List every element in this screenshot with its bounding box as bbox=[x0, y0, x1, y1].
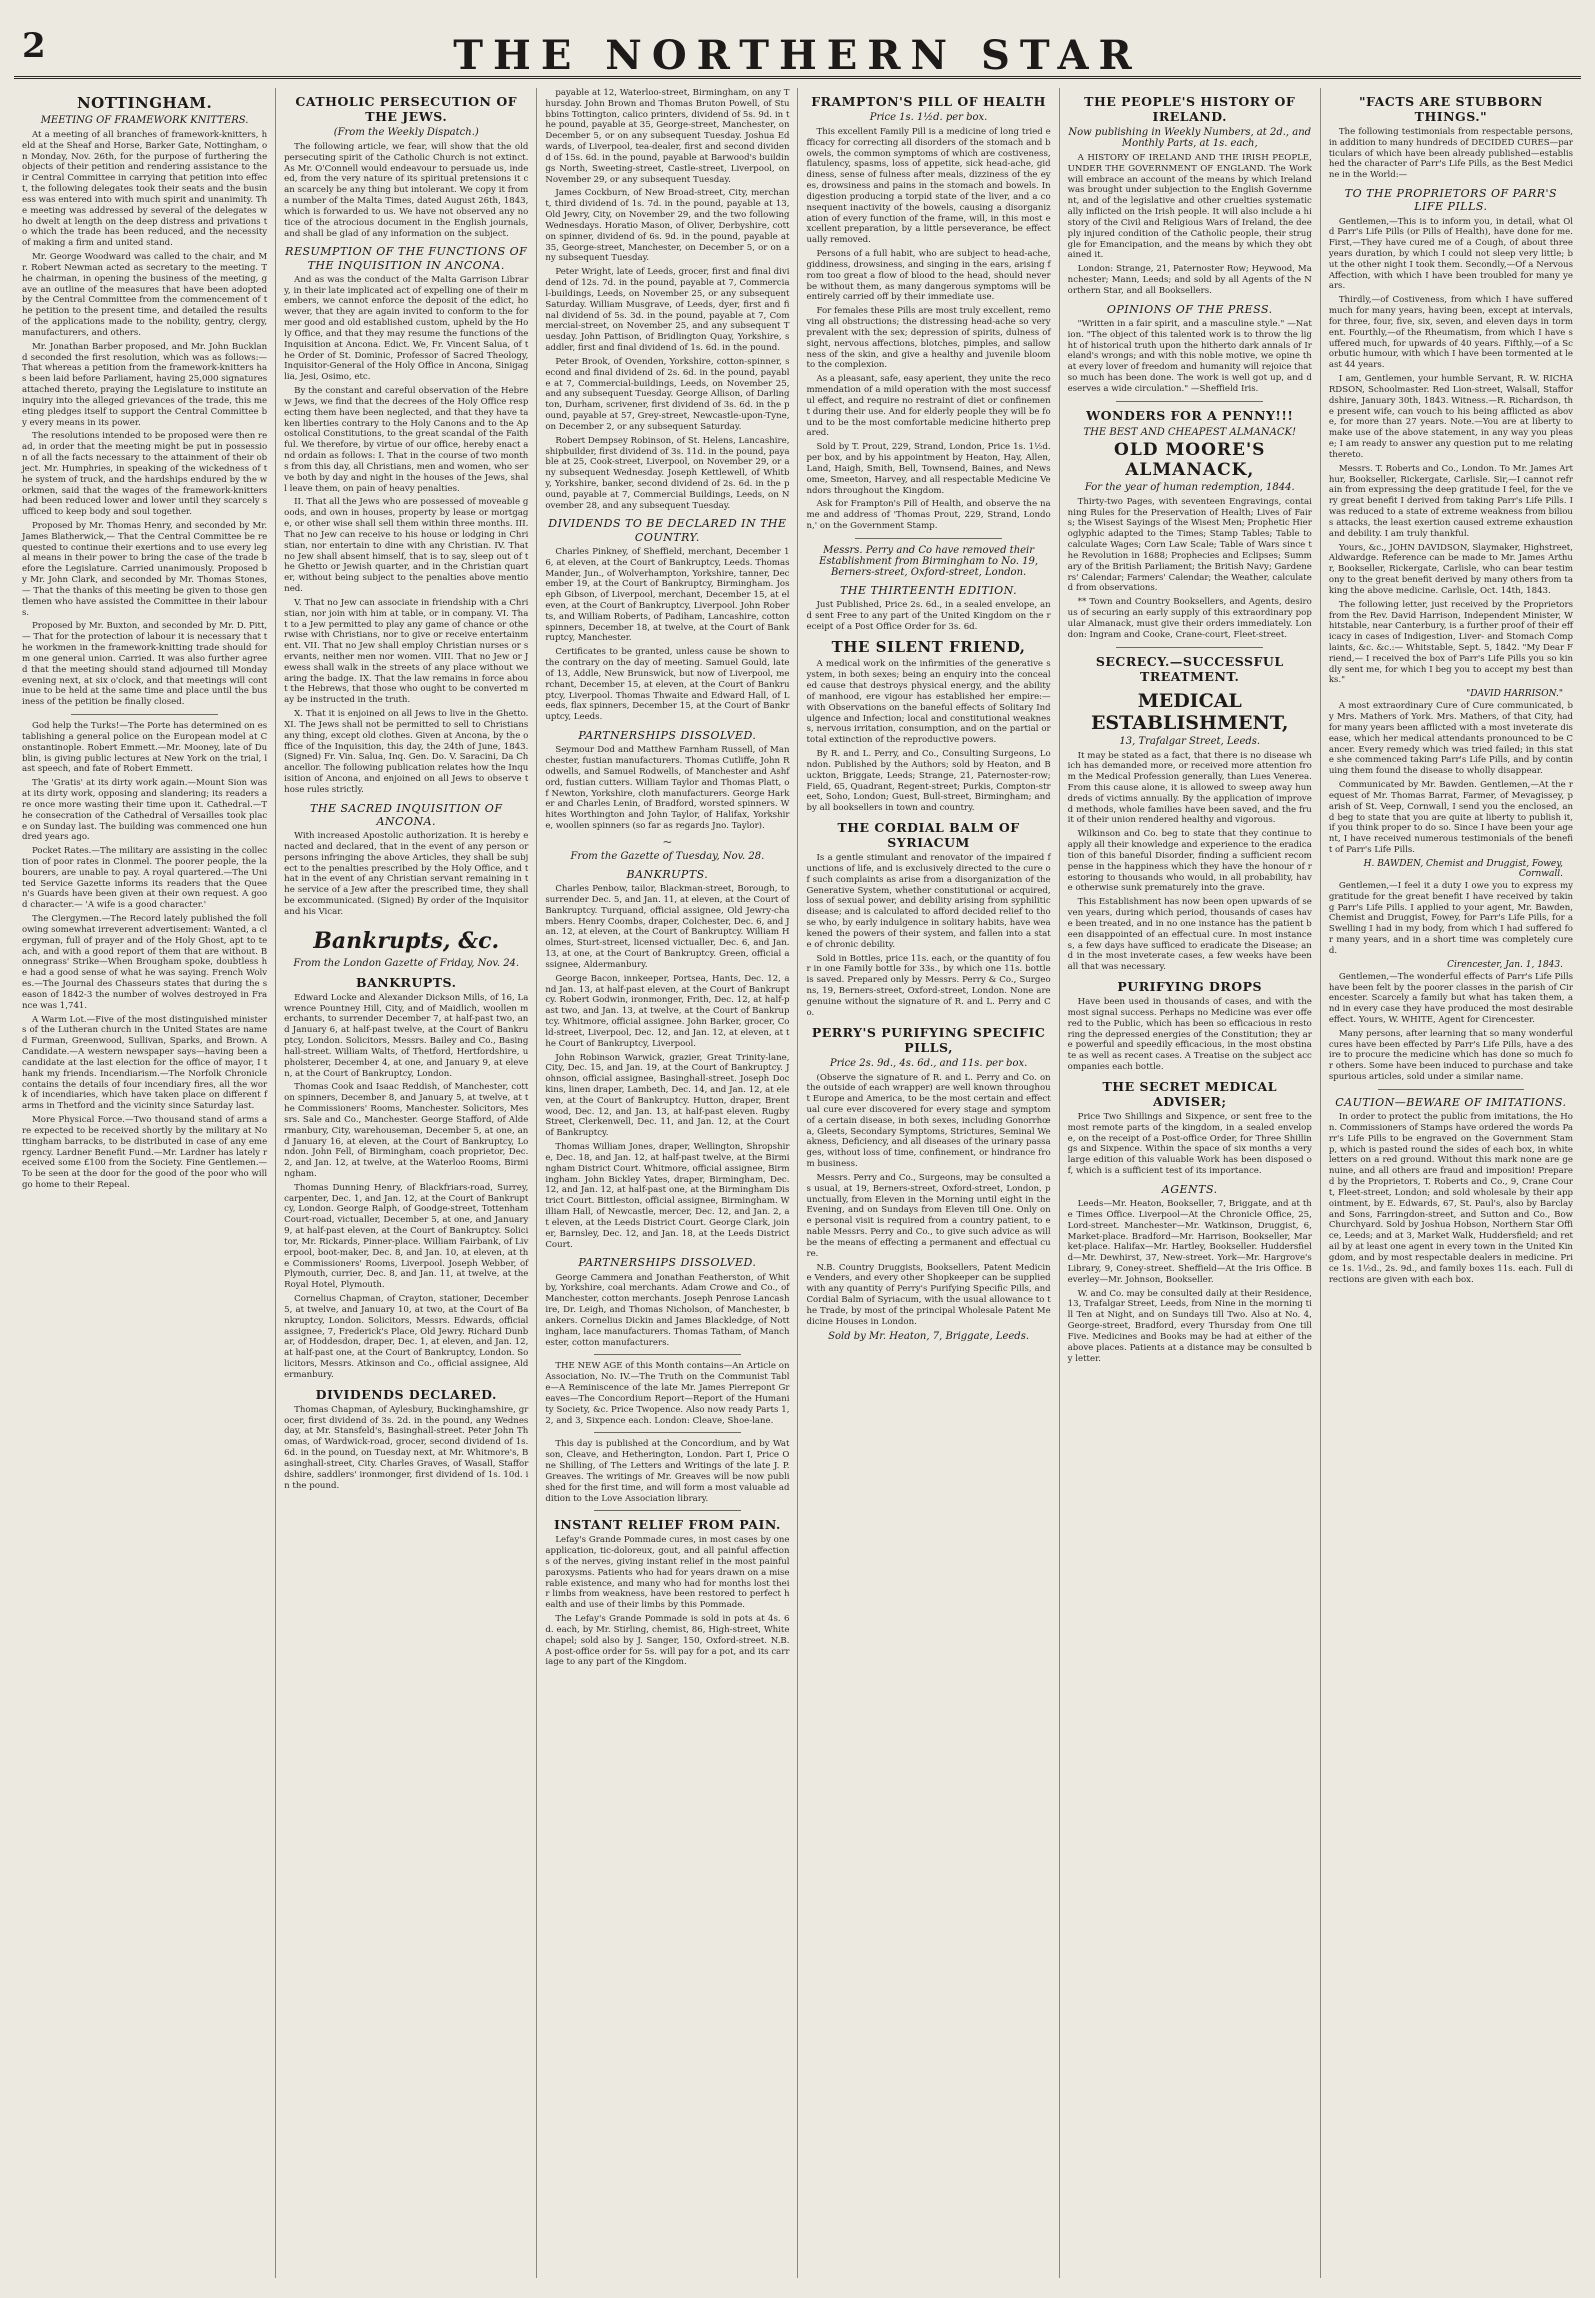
notice-paragraph: Robert Dempsey Robinson, of St. Helens, Lancashire, shipbuilder, first dividend of 3s. 11d. in the pound, payable at 25, Cook-street, Liverpool, on November 29, or any subsequent Wednesday. Joseph Kettlewell, of Whitby, Yorkshire, banker, second dividend of 2s. 6d. in the pound, payable at 7, Commercial Buildings, Leeds, on November 28, and any subsequent Tuesday. bbox=[545, 435, 790, 511]
advert-paragraph: Ask for Frampton's Pill of Health, and observe the name and address of 'Thomas Prout, 229, Strand, London,' on the Government Stamp. bbox=[806, 499, 1051, 531]
partnerships-heading: PARTNERSHIPS DISSOLVED. bbox=[578, 1256, 757, 1270]
news-item: The 'Gratis' at its dirty work again.—Mount Sion was at its dirty work, opposing and slandering; its readers are once more wasting their time upon it. Cathedral.—The consecration of the Cathedral of Versailles took place on Sunday last. The building was commenced one hundred years ago. bbox=[22, 778, 268, 843]
advert-paragraph: By R. and L. Perry, and Co., Consulting Surgeons, London. Published by the Authors; sold by Heaton, and Buckton, Briggate, Leeds; Strange, 21, Paternoster-row; Field, 65, Quadrant, Regent-street; Purkis, Compton-street, Soho, London; Guest, Bull-street, Birmingham; and by all booksellers in town and country. bbox=[806, 749, 1051, 814]
almanack-title: OLD MOORE'S ALMANACK, bbox=[1114, 439, 1266, 480]
advert-paragraph: Wilkinson and Co. beg to state that they continue to apply all their knowledge and experience to the eradication of this baneful Disorder, finding a sufficient recompense in the happiness which they have the honour of restoring to thousands who would, in all probability, have otherwise sunk prematurely into the grave. bbox=[1067, 829, 1312, 894]
advert-paragraph: Thirty-two Pages, with seventeen Engravings, containing Rules for the Preservation of Health; Lives of Fairs; the Wisest Sayings of the Wisest Men; Prophetic Hieroglyphic adapted to the Times; Stamp Tables; Table to calculate Wages; Corn Law Scale; Table of Wars since the Revolution in 1688; Prophecies and Eclipses; Summary of the British Parliament; the British Navy; Gardeners' Calendar; Farmers' Calendar; the Weather, calculated from observations. bbox=[1067, 496, 1312, 594]
purifying-drops-heading: PURIFYING DROPS bbox=[1117, 979, 1263, 995]
frampton-price: Price 1s. 1½d. per box. bbox=[869, 112, 988, 123]
notice-paragraph: James Cockburn, of New Broad-street, City, merchant, third dividend of 1s. 7d. in the pound, payable at 13, Old Jewry, City, on November 29, and the two following Wednesdays. Horatio Mason, of Oliver, Derbyshire, cotton spinner, dividend of 6s. 9d. in the pound, payable at 35, George-street, Manchester, on December 5, or on any subsequent Tuesday. bbox=[545, 188, 790, 264]
divider: ~ bbox=[662, 834, 673, 849]
notice-paragraph: Thomas William Jones, draper, Wellington, Shropshire, Dec. 18, and Jan. 12, at half-past twelve, at the Birmingham District Court. Whitmore, official assignee, Birmingham. John Bickley Yates, draper, Birmingham, Dec. 12, and Jan. 12, at half-past one, at the Birmingham District Court. Bittleston, official assignee, Birmingham. William Hall, of Newcastle, mercer, Dec. 12, and Jan. 2, at eleven, at the Leeds District Court. George Clark, joiner, Barnsley, Dec. 12, and Jan. 18, at the Leeds District Court. bbox=[545, 1142, 790, 1250]
notice-paragraph: Thomas Dunning Henry, of Blackfriars-road, Surrey, carpenter, Dec. 1, and Jan. 12, at the Court of Bankruptcy, London. George Ralph, of Goodge-street, Tottenham Court-road, victualler, December 5, at one, and January 9, at half-past eleven, at the Court of Bankruptcy. Solicitor, Mr. Rickards, Pinner-place. William Fairbank, of Liverpool, boot-maker, Dec. 8, and Jan. 10, at eleven, at the Commissioners' Rooms, Liverpool. Joseph Webber, of Plymouth, currier, Dec. 8, and Jan. 11, at twelve, at the Royal Hotel, Plymouth. bbox=[284, 1182, 529, 1291]
news-item: More Physical Force.—Two thousand stand of arms are expected to be received shortly by the military at Nottingham barracks, to be distributed in case of any emergency. Lardner Benefit Fund.—Mr. Lardner has lately received some £100 from the Society. Fine Gentlemen.—To be seen at the door for the good of the poor who will go home to their Repeal. bbox=[22, 1115, 268, 1191]
testimonial-paragraph: Yours, &c., JOHN DAVIDSON, Slaymaker, Highstreet, Aldwardge. Reference can be made to Mr. James Arthur, Bookseller, Rickergate, Carlisle, who can bear testimony to the great benefit derived by many others from taking the above medicine. Carlisle, Oct. 14th, 1843. bbox=[1328, 542, 1573, 596]
establishment-address: 13, Trafalgar Street, Leeds. bbox=[1119, 735, 1261, 747]
advert-paragraph: Price Two Shillings and Sixpence, or sent free to the most remote parts of the kingdom, in a sealed envelope, on the receipt of a Post-office Order, for Three Shillings and Sixpence. Within the space of six months a very large edition of this valuable Work has been disposed of, which is a sufficient test of its importance. bbox=[1067, 1111, 1312, 1177]
advert-paragraph: Leeds—Mr. Heaton, Bookseller, 7, Briggate, and at the Times Office. Liverpool—At the Chronicle Office, 25, Lord-street. Manchester—Mr. Watkinson, Druggist, 6, Market-place. Bradford—Mr. Harrison, Bookseller, Market-place. Halifax—Mr. Hartley, Bookseller. Huddersfield—Mr. Dewhirst, 37, New-street. York—Mr. Hargrove's Library, 9, Coney-street. Sheffield—At the Iris Office. Beverley—Mr. Johnson, Bookseller. bbox=[1067, 1199, 1312, 1285]
advert-paragraph: "Written in a fair spirit, and a masculine style." —Nation. "The object of this talented work is to throw the light of historical truth upon the hitherto dark annals of Ireland's wrongs; and with this noble motive, we opine that every lover of freedom and humanity will rejoice that so much has been done. The work is well got up, and deserves a wide circulation." —Sheffield Iris. bbox=[1067, 318, 1312, 394]
bankrupts-heading: Bankrupts, &c. bbox=[313, 927, 500, 954]
signature-bawden: H. BAWDEN, Chemist and Druggist, Fowey, Cornwall. bbox=[1363, 858, 1563, 879]
cordial-balm-heading: THE CORDIAL BALM OF SYRIACUM bbox=[837, 820, 1020, 851]
masthead bbox=[14, 24, 1581, 79]
almanack-tagline: THE BEST AND CHEAPEST ALMANACK! bbox=[1083, 426, 1296, 438]
divider bbox=[594, 1432, 741, 1433]
advert-paragraph: The following testimonials from respectable persons, in addition to many hundreds of DECIDED CURES—particulars of which have been already published—established the character of Parr's Life Pills, as the Best Medicine in the World:— bbox=[1328, 127, 1573, 181]
notice-paragraph: Peter Wright, late of Leeds, grocer, first and final dividend of 12s. 7d. in the pound, payable at 7, Commercial-buildings, Leeds, on November 25, or any subsequent Saturday. William Musgrave, of Leeds, dyer, first and final dividend of 5s. 3d. in the pound, payable at 7, Commercial-street, on November 25, and any subsequent Tuesday. John Pattison, of Bridlington Quay, Yorkshire, saddler, first and final dividend of 1s. 6d. in the pound. bbox=[545, 267, 790, 354]
divider bbox=[594, 1354, 741, 1355]
specific-pills-heading: PERRY'S PURIFYING SPECIFIC PILLS, bbox=[811, 1024, 1046, 1055]
notice-paragraph: John Robinson Warwick, grazier, Great Trinity-lane, City, Dec. 15, and Jan. 19, at the Court of Bankruptcy. Johnson, official assignee, Basinghall-street. Joseph Dockins, linen draper, Lambeth, Dec. 14, and Jan. 12, at eleven, at the Court of Bankruptcy. Hutton, draper, Brentwood, Dec. 12, and Jan. 13, at half-past eleven. Rugby Street, Clerkenwell, Dec. 11, and Jan. 12, at the Court of Bankruptcy. bbox=[545, 1052, 790, 1139]
dateline-cirencester: Cirencester, Jan. 1, 1843. bbox=[1447, 959, 1563, 970]
proprietors-heading: TO THE PROPRIETORS OF PARR'S LIFE PILLS. bbox=[1344, 187, 1558, 214]
column-4 bbox=[797, 88, 1058, 2278]
advert-pommade: Lefay's Grande Pommade cures, in most cases by one application, tic-doloreux, gout, and all painful affections of the nerves, giving instant relief in the most painful paroxysms. Patients who had for years drawn on a miserable existence, and many who had for months lost their limbs from weakness, have been restored to perfect health and use of their limbs by this Pommade. bbox=[545, 1535, 790, 1611]
column-1 bbox=[14, 88, 275, 2278]
advert-paragraph: W. and Co. may be consulted daily at their Residence, 13, Trafalgar Street, Leeds, from Nine in the morning till Ten at Night, and on Sundays till Two. Also at No. 4, George-street, Bradford, every Thursday from One till Five. Medicines and Books may be had at either of the above places. Patients at a distance may be consulted by letter. bbox=[1067, 1288, 1312, 1364]
column-6 bbox=[1320, 88, 1581, 2278]
news-item: A Warm Lot.—Five of the most distinguished ministers of the Lutheran church in the United States are named Furman, Greenwood, Sullivan, Sparks, and Brown. A Candidate.—A western newspaper says—having been a candidate at the last election for the office of mayor, I thank my friends. Incendiarism.—The Norfolk Chronicle contains the details of four incendiary fires, all the work of incendiaries, which have taken place on different farms in Thetford and the vicinity since Saturday last. bbox=[22, 1014, 268, 1112]
columns bbox=[14, 88, 1581, 2278]
medical-establishment-title: MEDICAL ESTABLISHMENT, bbox=[1090, 689, 1289, 734]
news-item: The Clergymen.—The Record lately published the following somewhat irreverent advertisement: Wanted, a clergyman, full of prayer and of the Holy Ghost, apt to teach, and with a good report of them that are without. Bonnegrass' Strike—When Brougham spoke, doubtless he had a good sense of what he was saying. French Wolves.—The Journal des Chasseurs states that during the season of 1842-3 the number of wolves destroyed in France was 1,741. bbox=[22, 914, 268, 1011]
subhead-meeting: MEETING OF FRAMEWORK KNITTERS. bbox=[40, 115, 249, 126]
notice-paragraph: Thomas Chapman, of Aylesbury, Buckinghamshire, grocer, first dividend of 3s. 2d. in the pound, any Wednesday, at Mr. Stansfeld's, Basinghall-street. Peter John Thomas, of Wardwick-road, grocer, second dividend of 1s. 6d. in the pound, on Tuesday next, at Mr. Whitmore's, Basinghall-street, City. Charles Graves, of Wasall, Staffordshire, saddlers' ironmonger, first dividend of 1s. 10d. in the pound. bbox=[284, 1404, 529, 1491]
testimonial-paragraph: Gentlemen,—This is to inform you, in detail, what Old Parr's Life Pills (or Pills of Health), have done for me. First,—They have cured me of a Cough, of about three years duration, by which I could not sleep very little; but the other night I took them. Secondly,—Of a Nervous Affection, with which I have been troubled for many years. bbox=[1328, 216, 1573, 292]
secret-adviser-heading: THE SECRET MEDICAL ADVISER; bbox=[1102, 1078, 1278, 1109]
notice-paragraph: George Cammera and Jonathan Featherston, of Whitby, Yorkshire, coal merchants. Adam Crowe and Co., of Manchester, cotton merchants. Joseph Penrose Lancashire, Dr. Leigh, and Thomas Nicholson, of Manchester, bankers. Cornelius Dickin and James Blackledge, of Nottingham, lace manufacturers. Thomas Tatham, of Manchester, cotton manufacturers. bbox=[545, 1272, 790, 1348]
dividends-heading: DIVIDENDS DECLARED. bbox=[315, 1386, 497, 1402]
wonders-heading: WONDERS FOR A PENNY!!! bbox=[1086, 407, 1294, 423]
notice-paragraph: Peter Brook, of Ovenden, Yorkshire, cotton-spinner, second and final dividend of 2s. 6d. in the pound, payable at 7, Commercial-buildings, Leeds, on November 25, and any subsequent Tuesday. George Allison, of Darlington, Durham, scrivener, first dividend of 3s. 6d. in the pound, payable at 57, Grey-street, Newcastle-upon-Tyne, on December 2, or any subsequent Saturday. bbox=[545, 356, 790, 432]
divider bbox=[1378, 1089, 1525, 1090]
silent-friend-heading: THE SILENT FRIEND, bbox=[831, 638, 1026, 657]
advert-new-age: THE NEW AGE of this Month contains—An Article on Association, No. IV.—The Truth on the Communist Table—A Reminiscence of the late Mr. James Pierrepont Greaves—The Concordium Report—Report of the Humanity Society, &c. Price Twopence. Also now ready Parts 1, 2, and 3, Sixpence each. London: Cleave, Shoe-lane. bbox=[545, 1361, 790, 1426]
advert-paragraph: Messrs. Perry and Co., Surgeons, may be consulted as usual, at 19, Berners-street, Oxford-street, London, punctually, from Eleven in the Morning until eight in the Evening, and on Sundays from Eleven till One. Only one personal visit is required from a country patient, to enable Messrs. Perry and Co., to give such advice as will be the means of effecting a permanent and effectual cure. bbox=[806, 1172, 1051, 1259]
notice-paragraph: Certificates to be granted, unless cause be shown to the contrary on the day of meeting. Samuel Gould, late of 13, Addle, New Brunswick, but now of Liverpool, merchant, December 15, at eleven, at the Court of Bankruptcy, Liverpool. Thomas Thwaite and Edward Hall, of Leeds, flax spinners, December 15, at the Court of Bankruptcy, Leeds. bbox=[545, 647, 790, 723]
article-paragraph: With increased Apostolic authorization. It is hereby enacted and declared, that in the event of any person or persons infringing the above Articles, they shall be subject to the penalties prescribed by the Holy Office, and that in the event of any Christian servant remaining in the service of a Jew after the prescribed time, they shall be excommunicated. (Signed) By order of the Inquisitor and his Vicar. bbox=[284, 831, 529, 917]
advert-paragraph: Have been used in thousands of cases, and with the most signal success. Perhaps no Medicine was ever offered to the Public, which has been so efficacious in restoring the depressed energies of the Constitution; they are powerful and speedily efficacious, in the most obstinate as well as recent cases. A Treatise on the subject accompanies each bottle. bbox=[1067, 997, 1312, 1073]
testimonial-paragraph: Gentlemen,—The wonderful effects of Parr's Life Pills have been felt by the poorer classes in the parish of Cirencester. Scarcely a family but what has taken them, and in every case they have produced the most desirable effect. Yours, W. WHITE, Agent for Cirencester. bbox=[1328, 971, 1573, 1025]
article-paragraph: The following article, we fear, will show that the old persecuting spirit of the Catholic Church is not extinct. As Mr. O'Connell would endeavour to persuade us, indeed, from the very nature of its spiritual pretensions it can scarcely be any thing but intolerant. We copy it from a number of the Malta Times, dated August 26th, 1843, which is forwarded to us. We have not observed any notice of the atrocious document in the English journals, and shall be glad of any information on the subject. bbox=[284, 142, 529, 239]
headline-catholic-persecution: CATHOLIC PERSECUTION OF THE JEWS. bbox=[295, 94, 518, 124]
partnerships-heading: PARTNERSHIPS DISSOLVED. bbox=[578, 729, 757, 743]
notice-paragraph: Cornelius Chapman, of Crayton, stationer, December 5, at twelve, and January 10, at two, at the Court of Bankruptcy, London. Solicitors, Messrs. Edwards, official assignee, 7, Frederick's Place, Old Jewry. Richard Dunbar, of Hoddesdon, draper, Dec. 1, at eleven, and Jan. 12, at half-past one, at the Court of Bankruptcy, London. Solicitors, Messrs. Atkinson and Co., official assignee, Aldermanbury. bbox=[284, 1294, 529, 1380]
advert-paragraph: Persons of a full habit, who are subject to head-ache, giddiness, drowsiness, and singing in the ears, arising from too great a flow of blood to the head, should never be without them, as many dangerous symptoms will be entirely carried off by their immediate use. bbox=[806, 249, 1051, 303]
notice-paragraph: payable at 12, Waterloo-street, Birmingham, on any Thursday. John Brown and Thomas Bruton Powell, of Stubbins Tottington, calico printers, dividend of 5s. 9d. in the pound, payable at 35, George-street, Manchester, on December 5, or on any subsequent Tuesday. Joshua Edwards, of Liverpool, tea-dealer, first and second dividend of 15s. 6d. in the pound, payable at Barwood's buildings North, Sweeting-street, Castle-street, Liverpool, on November 29, or any subsequent Tuesday. bbox=[545, 88, 790, 185]
history-ireland-heading: THE PEOPLE'S HISTORY OF IRELAND. bbox=[1084, 94, 1296, 124]
divider bbox=[1116, 401, 1263, 402]
gazette-source: From the London Gazette of Friday, Nov. 24. bbox=[293, 957, 520, 969]
advert-paragraph: London: Strange, 21, Paternoster Row; Heywood, Manchester; Mann, Leeds; and sold by all Agents of the Northern Star, and all Booksellers. bbox=[1067, 264, 1312, 296]
notice-paragraph: Charles Penbow, tailor, Blackman-street, Borough, to surrender Dec. 5, and Jan. 11, at eleven, at the Court of Bankruptcy. Turquand, official assignee, Old Jewry-chambers. Henry Coombs, draper, Colchester, Dec. 6, and Jan. 12, at eleven, at the Court of Bankruptcy. William Holmes, Sturt-street, licensed victualler, Dec. 6, and Jan. 13, at one, at the Court of Bankruptcy. Green, official assignee, Aldermanbury. bbox=[545, 884, 790, 970]
notice-paragraph: Edward Locke and Alexander Dickson Mills, of 16, Lawrence Pountney Hill, City, and of Maidlich, woollen merchants, to surrender December 7, at half-past two, and January 6, at half-past twelve, at the Court of Bankruptcy, London. Solicitors, Messrs. Bailey and Co., Basinghall-street. William Walts, of Thetford, Hertfordshire, upholsterer, December 4, at one, and January 9, at eleven, at the Court of Bankruptcy, London. bbox=[284, 992, 529, 1079]
article-paragraph: By the constant and careful observation of the Hebrew Jews, we find that the decrees of the Holy Office respecting them have been neglected, and that they have taken liberties contrary to the Holy Canons and to the Apostolical Constitutions, to the great scandal of the Faithful. We therefore, by virtue of our office, hereby enact and ordain as follows: I. That in the course of two months from this day, all Christians, men and women, who serve both by day and night in the houses of the Jews, shall leave them, on pain of heavy penalties. bbox=[284, 386, 529, 494]
advert-paragraph: A HISTORY OF IRELAND AND THE IRISH PEOPLE, UNDER THE GOVERNMENT OF ENGLAND. The Work will embrace an account of the means by which Ireland was brought under subjection to the English Government, and of the legislative and other cruelties systematically inflicted on the Irish people. It will also include a history of the Civil and Religious Wars of Ireland, the deeply injured condition of the Catholic people, their struggle for Emancipation, and the means by which they obtained it. bbox=[1067, 153, 1312, 261]
publishing-note: Now publishing in Weekly Numbers, at 2d., and Monthly Parts, at 1s. each, bbox=[1068, 127, 1312, 149]
testimonial-paragraph: Gentlemen,—I feel it a duty I owe you to express my gratitude for the great benefit I have received by taking Parr's Life Pills. I applied to your agent, Mr. Bawden, Chemist and Druggist, Fowey, for Parr's Life Pills, for a Swelling I had in my body, from which I had suffered for many years, and in a short time was completely cured. bbox=[1328, 880, 1573, 956]
advert-paragraph: For females these Pills are most truly excellent, removing all obstructions; the distressing head-ache so very prevalent with the sex; depression of spirits, dulness of sight, nervous affections, blotches, pimples, and sallowness of the skin, and give a healthy and juvenile bloom to the complexion. bbox=[806, 306, 1051, 371]
advert-paragraph: Is a gentle stimulant and renovator of the impaired functions of life, and is exclusively directed to the cure of such complaints as arise from a disorganization of the Generative System, whether constitutional or acquired, loss of sexual power, and debility arising from syphilitic disease; and is calculated to afford decided relief to those who, by early indulgence in solitary habits, have weakened the powers of their system, and fallen into a state of chronic debility. bbox=[806, 853, 1051, 950]
notice-paragraph: Seymour Dod and Matthew Farnham Russell, of Manchester, fustian manufacturers. Thomas Cutliffe, John Rodwells, and Samuel Rodwells, of Manchester and Ashford, fustian cutters. William Taylor and Thomas Platt, of Newton, Yorkshire, cloth manufacturers. George Harker and Charles Lenin, of Bradford, worsted spinners. Whites Worthington and John Taylor, of Halifax, Yorkshire, woollen spinners (so far as regards Jno. Taylor). bbox=[545, 745, 790, 832]
advert-paragraph: This excellent Family Pill is a medicine of long tried efficacy for correcting all disorders of the stomach and bowels, the common symptoms of which are costiveness, flatulency, spasms, loss of appetite, sick head-ache, giddiness, sense of fulness after meals, dizziness of the eyes, drowsiness and pains in the stomach and bowels. Indigestion producing a torpid state of the liver, and a consequent inactivity of the bowels, causing a disorganization of every function of the frame, will, in this most excellent preparation, by a little perseverance, be effectually removed. bbox=[806, 127, 1051, 246]
divider bbox=[1116, 647, 1263, 648]
testimonial-paragraph: Thirdly,—of Costiveness, from which I have suffered much for many years, having been, except at intervals, for three, four, five, six, seven, and eleven days in torment. Fourthly,—of the Rheumatism, from which I have suffered much, for upwards of 40 years. Fifthly,—of a Scorbutic humour, with which I have been tormented at least 44 years. bbox=[1328, 295, 1573, 371]
article-paragraph: II. That all the Jews who are possessed of moveable goods, and own in houses, property by lease or mortgage, or other wise shall sell them within three months. III. That no Jew can receive to his house or lodging in Christian, nor entertain to dine with any Christian. IV. That no Jew shall absent himself, that is to say, sleep out of the Ghetto or Jewish quarter, and in the Christian quarter, without being subject to the penalties above mentioned. bbox=[284, 497, 529, 595]
testimonial-paragraph: Many persons, after learning that so many wonderful cures have been effected by Parr's Life Pills, have a desire to procure the medicine which has done so much for others. Some have been induced to purchase and take spurious articles, sold under a similar name. bbox=[1328, 1028, 1573, 1083]
subhead-source: (From the Weekly Dispatch.) bbox=[333, 127, 479, 138]
divider bbox=[594, 1510, 741, 1511]
advert-paragraph: Sold by T. Prout, 229, Strand, London, Price 1s. 1½d. per box, and by his appointment by Heaton, Hay, Allen, Land, Haigh, Smith, Bell, Townsend, Baines, and Newsome, Smeeton, Harvey, and all respectable Medicine Vendors throughout the Kingdom. bbox=[806, 442, 1051, 496]
facts-heading: "FACTS ARE STUBBORN THINGS." bbox=[1359, 94, 1543, 124]
edition-label: THE THIRTEENTH EDITION. bbox=[840, 583, 1018, 597]
frampton-pill-heading: FRAMPTON'S PILL OF HEALTH bbox=[811, 94, 1046, 109]
caution-heading: CAUTION—BEWARE OF IMITATIONS. bbox=[1335, 1095, 1567, 1109]
article-paragraph: At a meeting of all branches of framework-knitters, held at the Sheaf and Horse, Barker Gate, Nottingham, on Monday, Nov. 26th, for the purpose of furthering the objects of their petition and rendering assistance to their Central Committee in carrying that petition into effect, the following delegates took their seats and the business was entered into with much spirit and unanimity. The meeting was addressed by several of the delegates who dwelt at length on the deep distress and privations to which the trade has been reduced, and the necessity of making a firm and united stand. bbox=[22, 130, 268, 249]
agents-heading: AGENTS. bbox=[1161, 1182, 1218, 1196]
specific-pills-price: Price 2s. 9d., 4s. 6d., and 11s. per box. bbox=[829, 1057, 1028, 1069]
secrecy-heading: SECRECY.—SUCCESSFUL TREATMENT. bbox=[1095, 653, 1284, 684]
advert-paragraph: N.B. Country Druggists, Booksellers, Patent Medicine Venders, and every other Shopkeeper can be supplied with any quantity of Perry's Purifying Specific Pills, and Cordial Balm of Syriacum, with the usual allowance to the Trade, by most of the principal Wholesale Patent Medicine Houses in London. bbox=[806, 1262, 1051, 1327]
testimonial-paragraph: Messrs. T. Roberts and Co., London. To Mr. James Arthur, Bookseller, Rickergate, Carlisle. Sir,—I cannot refrain from expressing the deep gratitude I feel, for the very great benefit I derived from taking Parr's Life Pills. I was reduced to a state of extreme weakness from bilious attacks, the least exertion caused extreme exhaustion and debility. I am truly thankful. bbox=[1328, 463, 1573, 539]
notice-paragraph: George Bacon, innkeeper, Portsea, Hants, Dec. 12, and Jan. 13, at half-past eleven, at the Court of Bankruptcy. Robert Godwin, ironmonger, Frith, Dec. 12, at half-past two, and Jan. 13, at twelve, at the Court of Bankruptcy. Whitmore, official assignee. John Barker, grocer, Cold-street, Liverpool, Dec. 12, and Jan. 12, at eleven, at the Court of Bankruptcy, Liverpool. bbox=[545, 973, 790, 1049]
news-item: Pocket Rates.—The military are assisting in the collection of poor rates in Clonmel. The poorer people, the labourers, are unable to pay. A royal quartered.—The United Service Gazette informs its readers that the Queen's Guards have been given at their own request. A good character.— 'A wife is a good character.' bbox=[22, 846, 268, 911]
article-paragraph: Proposed by Mr. Thomas Henry, and seconded by Mr. James Blatherwick,— That the Central Committee be requested to continue their exertions and to use every legal means in their power to bring the case of the trade before the Legislature. Carried unanimously. Proposed by Mr. John Clark, and seconded by Mr. Thomas Stones,— That the thanks of this meeting be given to those gentlemen who have assisted the Committee in their labours. bbox=[22, 520, 268, 618]
almanack-year: For the year of human redemption, 1844. bbox=[1084, 481, 1295, 493]
advert-paragraph: Sold in Bottles, price 11s. each, or the quantity of four in one Family bottle for 33s., by which one 11s. bottle is saved. Prepared only by Messrs. Perry & Co., Surgeons, 19, Berners-street, Oxford-street, London. None are genuine without the signature of R. and L. Perry and Co. bbox=[806, 953, 1051, 1018]
headline-nottingham: NOTTINGHAM. bbox=[76, 94, 213, 112]
page-number: 2 bbox=[22, 26, 46, 66]
gazette-tuesday-heading: From the Gazette of Tuesday, Nov. 28. bbox=[570, 850, 765, 862]
article-paragraph: X. That it is enjoined on all Jews to live in the Ghetto. XI. The Jews shall not be permitted to sell to Christians any thing, except old clothes. Given at Ancona, by the office of the Inquisition, this day, the 24th of June, 1843. (Signed) Fr. Vin. Salua, Inq. Gen. Do. V. Saracini, Da Chancellor. The following publication relates how the Inquisition of Ancona, and enjoined on all Jews to observe those rules strictly. bbox=[284, 709, 529, 795]
divider bbox=[855, 538, 1002, 539]
dividends-country-heading: DIVIDENDS TO BE DECLARED IN THE COUNTRY. bbox=[548, 517, 787, 544]
testimonial-paragraph: A most extraordinary Cure of Cure communicated, by Mrs. Mathers of York. Mrs. Mathers, of that City, had for many years been afflicted with a most inveterate disease, which her medical attendants pronounced to be Cancer. Every remedy which was tried failed; in this state she commenced taking Parr's Life Pills, and by continuing them found the disease to wholly disappear. bbox=[1328, 701, 1573, 777]
subheadline-sacred-inquisition: THE SACRED INQUISITION OF ANCONA. bbox=[310, 801, 503, 828]
column-3 bbox=[536, 88, 797, 2278]
article-paragraph: The resolutions intended to be proposed were then read, in order that the meeting might be put in possession of all the facts necessary to the attainment of their object. Mr. Humphries, in speaking of the wickedness of the system of truck, and the hardships endured by the workmen, said that the wages of the framework-knitters had been reduced lower and lower until they scarcely sufficed to keep body and soul together. bbox=[22, 431, 268, 518]
bankrupts-label: BANKRUPTS. bbox=[626, 867, 709, 881]
bankrupts-label: BANKRUPTS. bbox=[356, 974, 457, 990]
testimonial-paragraph: Communicated by Mr. Bawden. Gentlemen,—At the request of Mr. Thomas Barrat, Farmer, of Mevagissey, parish of St. Veep, Cornwall, I send you the enclosed, and beg to state that you are quite at liberty to publish it, if you think proper to do so. Since I have been your agent, I have received numerous testimonials of the benefit of Parr's Life Pills. bbox=[1328, 780, 1573, 856]
advert-paragraph: (Observe the signature of R. and L. Perry and Co. on the outside of each wrapper) are well known throughout Europe and America, to be the most certain and effectual cure ever discovered for every stage and symptom of a certain disease, in both sexes, including Gonorrhœa, Gleets, Secondary Symptoms, Strictures, Seminal Weakness, Deficiency, and all diseases of the urinary passages, without loss of time, confinement, or hindrance from business. bbox=[806, 1072, 1051, 1170]
article-paragraph: Mr. George Woodward was called to the chair, and Mr. Robert Newman acted as secretary to the meeting. The chairman, in opening the business of the meeting, gave an outline of the measures that have been adopted by the Central Committee from the commencement of the petition to the present time, and detailed the results of the applications made to the nobility, gentry, clergy, manufacturers, and others. bbox=[22, 252, 268, 338]
moved-notice: Messrs. Perry and Co have removed their Establishment from Birmingham to No. 19, Berners-street, Oxford-street, London. bbox=[819, 544, 1039, 578]
column-5 bbox=[1059, 88, 1320, 2278]
testimonial-paragraph: The following letter, just received by the Proprietors from the Rev. David Harrison, Independent Minister, Whitstable, near Canterbury, is a further proof of their efficacy in cases of Indigestion, Liver- and Stomach Complaints, &c. &c.:— Whitstable, Sept. 5, 1842. "My Dear Friend,— I received the box of Parr's Life Pills you so kindly sent me, for which I beg you to accept my best thanks." bbox=[1328, 599, 1573, 686]
advert-paragraph: Just Published, Price 2s. 6d., in a sealed envelope, and sent Free to any part of the United Kingdom on the receipt of a Post Office Order for 3s. 6d. bbox=[806, 600, 1051, 632]
article-paragraph: Mr. Jonathan Barber proposed, and Mr. John Buckland seconded the first resolution, which was as follows:— That whereas a petition from the framework-knitters has been laid before Parliament, having 25,000 signatures attached thereto, praying the Legislature to institute an inquiry into the alleged grievances of the trade, this meeting pledges itself to support the Central Committee by every means in its power. bbox=[22, 341, 268, 428]
advert-paragraph: As a pleasant, safe, easy aperient, they unite the recommendation of a mild operation with the most successful effect, and require no restraint of diet or confinement during their use. And for elderly people they will be found to be the most comfortable medicine hitherto prepared. bbox=[806, 374, 1051, 439]
newspaper-title: THE NORTHERN STAR bbox=[453, 32, 1142, 79]
advert-paragraph: In order to protect the public from imitations, the Hon. Commissioners of Stamps have ordered the words Parr's Life Pills to be engraved on the Government Stamp, which is pasted round the sides of each box, in white letters on a red ground. Without this mark none are genuine, and all others are fraud and imposition! Prepared by the Proprietors, T. Roberts and Co., 9, Crane Court, Fleet-street, London; and sold wholesale by their appointment, by E. Edwards, 67, St. Paul's, also by Barclay and Sons, Farringdon-street, and Sutton and Co., Bow Churchyard. Sold by Joshua Hobson, Northern Star Office, Leeds; and at 3, Market Walk, Huddersfield; and retail by at least one agent in every town in the United Kingdom, and by most respectable dealers in medicine. Price 1s. 1½d., 2s. 9d., and family boxes 11s. each. Full directions are given with each box. bbox=[1328, 1112, 1573, 1285]
article-paragraph: And as was the conduct of the Malta Garrison Library, in their late implicated act of expelling one of their members, we cannot enforce the deposit of the edict, however, that they are again invited to conform to the former good and old established custom, upheld by the Holy Office, and that they may resume the functions of the Inquisition at Ancona. Edict. We, Fr. Vincent Salua, of the Order of St. Dominic, Professor of Sacred Theology, Inquisitor-General of the Holy Office in Ancona, Sinigaglia, Jesi, Osimo, etc. bbox=[284, 274, 529, 383]
notice-paragraph: Thomas Cook and Isaac Reddish, of Manchester, cotton spinners, December 8, and January 5, at twelve, at the Commissioners' Rooms, Manchester. Solicitors, Messrs. Sale and Co., Manchester. George Stafford, of Aldermanbury, City, warehouseman, December 5, at one, and January 16, at eleven, at the Court of Bankruptcy, London. John Fell, of Birmingham, coach proprietor, Dec. 2, and Jan. 12, at twelve, at the Waterloo Rooms, Birmingham. bbox=[284, 1082, 529, 1179]
advert-paragraph: ** Town and Country Booksellers, and Agents, desirous of securing an early supply of this extraordinary popular Almanack, must give their orders immediately. London: Ingram and Cooke, Crane-court, Fleet-street. bbox=[1067, 597, 1312, 640]
advert-paragraph: It may be stated as a fact, that there is no disease which has demanded more, or received more attention from the Medical Profession generally, than Lues Venerea. From this cause alone, it is allowed to sweep away hundreds of victims annually. By the application of improved methods, whole families have been saved, and the fruit of their union rendered healthy and vigorous. bbox=[1067, 750, 1312, 826]
notice-paragraph: Charles Pinkney, of Sheffield, merchant, December 16, at eleven, at the Court of Bankruptcy, Leeds. Thomas Mander, Jun., of Wolverhampton, Yorkshire, tanner, December 19, at the Court of Bankruptcy, Birmingham. Joseph Gibson, of Liverpool, merchant, December 15, at eleven, at the Court of Bankruptcy, Liverpool. John Roberts, and William Roberts, of Padiham, Lancashire, cotton spinners, December 18, at twelve, at the Court of Bankruptcy, Manchester. bbox=[545, 546, 790, 644]
advert-paragraph: A medical work on the infirmities of the generative system, in both sexes; being an enquiry into the concealed cause that destroys physical energy, and the ability of manhood, ere vigour has established her empire:— with Observations on the baneful effects of Solitary Indulgence and Infection; local and constitutional weakness, nervous irritation, consumption, and on the partial or total extinction of the reproductive powers. bbox=[806, 659, 1051, 746]
column-2 bbox=[275, 88, 536, 2278]
subheadline-inquisition: RESUMPTION OF THE FUNCTIONS OF THE INQUISITION IN ANCONA. bbox=[285, 245, 528, 272]
press-opinions-heading: OPINIONS OF THE PRESS. bbox=[1106, 302, 1273, 316]
instant-relief-heading: INSTANT RELIEF FROM PAIN. bbox=[553, 1517, 781, 1533]
article-paragraph: Proposed by Mr. Buxton, and seconded by Mr. D. Pitt,— That for the protection of labour it is necessary that the workmen in the framework-knitting trade should form one general union. Carried. It was also further agreed that the meeting should stand adjourned till Monday evening next, at six o'clock, and that meetings will continue to be held at the same time and place until the business of the petition be finally closed. bbox=[22, 621, 268, 708]
advert-pommade: The Lefay's Grande Pommade is sold in pots at 4s. 6d. each, by Mr. Stirling, chemist, 86, High-street, Whitechapel; sold also by J. Sanger, 150, Oxford-street. N.B. A post-office order for 5s. will pay for a pot, and its carriage to any part of the Kingdom. bbox=[545, 1614, 790, 1668]
sold-by-line: Sold by Mr. Heaton, 7, Briggate, Leeds. bbox=[828, 1330, 1030, 1342]
advert-greaves: This day is published at the Concordium, and by Watson, Cleave, and Hetherington, London. Part I, Price One Shilling, of The Letters and Writings of the late J. P. Greaves. The writings of Mr. Greaves will be now published for the first time, and will form a most valuable addition to the Love Association library. bbox=[545, 1439, 790, 1504]
signature-harrison: "DAVID HARRISON." bbox=[1466, 689, 1563, 700]
advert-paragraph: This Establishment has now been open upwards of seven years, during which period, thousands of cases have been treated, and in no one instance has the patient been disappointed of an effectual cure. In most instances, a few days have sufficed to eradicate the Disease; and in the most inveterate cases, a few weeks have been all that was necessary. bbox=[1067, 897, 1312, 973]
article-paragraph: V. That no Jew can associate in friendship with a Christian, nor join with him at table, or in company. VI. That to a Jew permitted to play any game of chance or otherwise with Christians, nor to give or receive entertainment. VII. That no Jew shall employ Christian nurses or servants, neither men nor women. VIII. That no Jew or Jewess shall walk in the streets of any place without wearing the badge. IX. That the law remains in force about the Hebrews, that those who ought to be converted may be instructed in the truth. bbox=[284, 597, 529, 706]
news-item: God help the Turks!—The Porte has determined on establishing a general police on the European model at Constantinople. Robert Emmett.—Mr. Mooney, late of Dublin, is giving public lectures at New York on the trial, last speech, and fate of Robert Emmett. bbox=[22, 721, 268, 775]
divider bbox=[71, 714, 218, 715]
testimonial-paragraph: I am, Gentlemen, your humble Servant, R. W. RICHARDSON, Schoolmaster. Red Lion-street, Walsall, Staffordshire, January 30th, 1843. Witness.—R. Richardson, the present wife, can vouch to his being afflicted as above, for more than 27 years. Note.—You are at liberty to make use of the above statement, in any way you please; I am ready to answer any question put to me relating thereto. bbox=[1328, 374, 1573, 460]
